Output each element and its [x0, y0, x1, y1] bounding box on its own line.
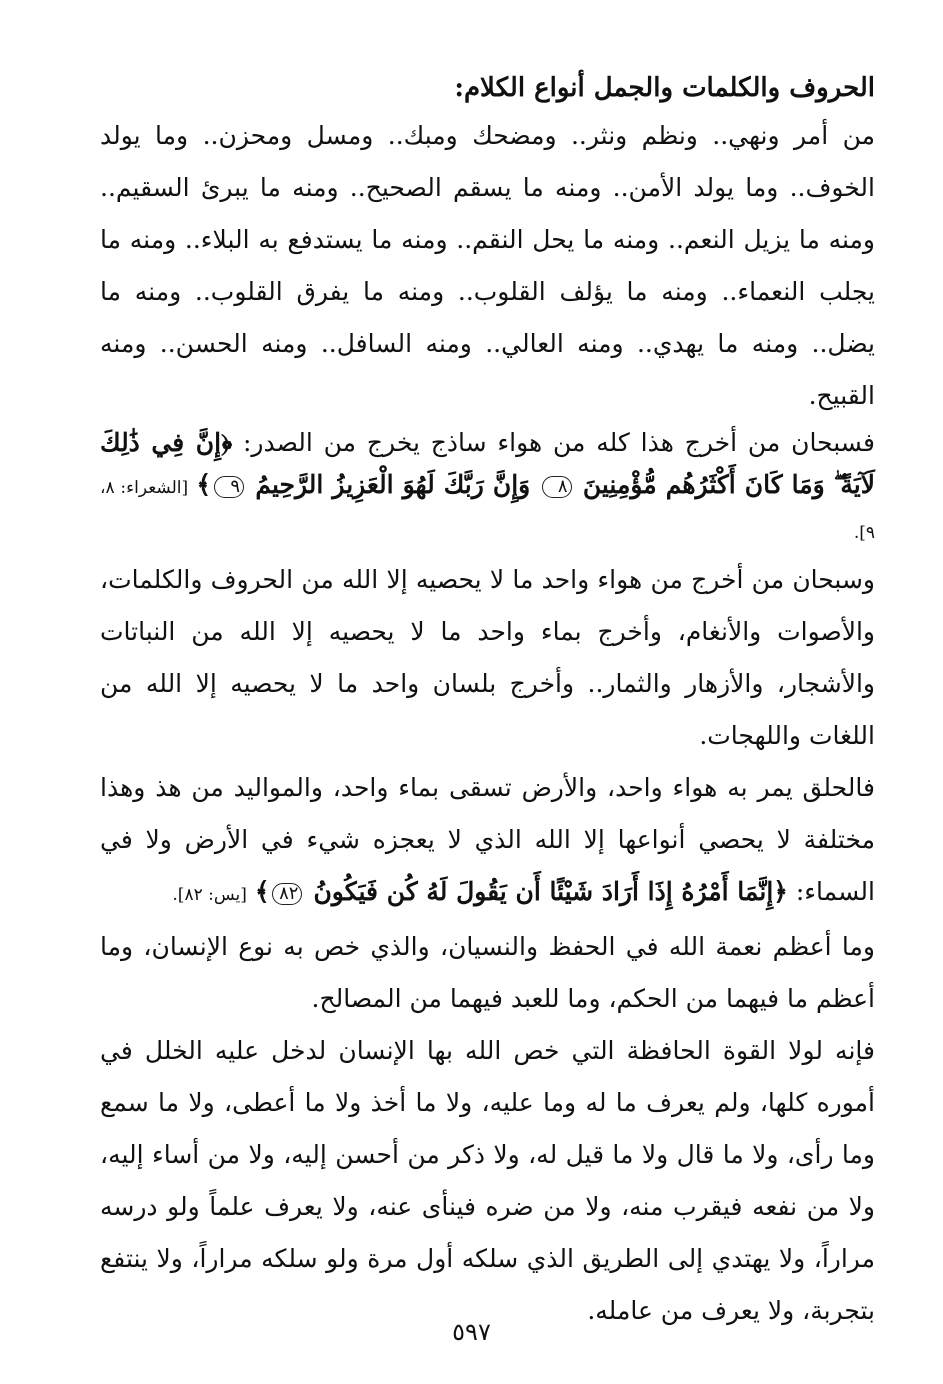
paragraph-kinds-of-speech: من أمر ونهي.. ونظم ونثر.. ومضحك ومبك.. ومسل ومحزن.. وما يولد الخوف.. وما يولد الأمن.. ومنه ما يسقم الصحيح.. ومنه ما يبرئ السقيم.. ومنه ما يزيل النعم.. ومنه ما يحل النقم.. ومنه ما يستدفع به البلاء.. ومنه ما يجلب النعماء.. ومنه ما يؤلف القلوب.. ومنه ما يفرق القلوب.. ومنه ما يضل.. ومنه ما يهدي.. ومنه العالي.. ومنه السافل.. ومنه الحسن.. ومنه القبيح.	[100, 121, 875, 410]
verse-reference: [الشعراء: ٨، ٩].	[100, 478, 875, 543]
paragraph-quran-shuara	[100, 422, 875, 554]
paragraph-memory-faculty: فإنه لولا القوة الحافظة التي خص الله بها الإنسان لدخل عليه الخلل في أموره كلها، ولم يعرف ما له وما عليه، ولا ما أخذ ولا ما أعطى، ولا ما سمع وما رأى، ولا ما قال ولا ما قيل له، ولا ذكر من أحسن إليه، ولا من أساء إليه، ولا من نفعه فيقرب منه، ولا من ضره فينأى عنه، ولا يعرف علماً ولو درسه مراراً، ولا يهتدي إلى الطريق الذي سلكه أول مرة ولو سلكه مراراً، ولا ينتفع بتجربة، ولا يعرف من عامله.	[100, 1036, 875, 1325]
quran-open-bracket: ﴿	[221, 428, 233, 457]
paragraph-intro-text: فسبحان من أخرج هذا كله من هواء ساذج يخرج من الصدر:	[242, 428, 875, 457]
quran-verse-8: إِنَّ فِي ذَٰلِكَ لَآيَةً ۖ وَمَا كَانَ أَكْثَرُهُم مُّؤْمِنِينَ	[100, 428, 876, 499]
quran-close-bracket: ﴾	[254, 877, 270, 906]
paragraph-throat-earth	[100, 762, 875, 921]
quran-open-bracket: ﴿	[773, 877, 788, 906]
section-heading: الحروف والكلمات والجمل أنواع الكلام:	[454, 73, 875, 103]
paragraph-memory-forgetting: وما أعظم نعمة الله في الحفظ والنسيان، والذي خص به نوع الإنسان، وما أعظم ما فيهما من الحكم، وما للعبد فيهما من المصالح.	[100, 932, 875, 1013]
verse-reference: [يس: ٨٢].	[172, 885, 247, 905]
ayah-number-82: ٨٢	[272, 883, 302, 905]
page-number: ٥٩٧	[452, 1318, 491, 1346]
quran-verse-9: وَإِنَّ رَبَّكَ لَهُوَ الْعَزِيزُ الرَّحِيمُ	[255, 470, 531, 499]
ayah-number-8: ٨	[542, 476, 572, 498]
quran-close-bracket: ﴾	[196, 470, 212, 499]
paragraph-main-text: فالحلق يمر به هواء واحد، والأرض تسقى بماء واحد، والمواليد من هذ وهذا مختلفة لا يحصي أنواعها إلا الله الذي لا يعجزه شيء في الأرض ولا في السماء:	[100, 773, 875, 906]
paragraph-glory-creation: وسبحان من أخرج من هواء واحد ما لا يحصيه إلا الله من الحروف والكلمات، والأصوات والأنغام، وأخرج بماء واحد ما لا يحصيه إلا الله من النباتات والأشجار، والأزهار والثمار.. وأخرج بلسان واحد ما لا يحصيه إلا الله من اللغات واللهجات.	[100, 565, 875, 750]
quran-verse-82: إِنَّمَا أَمْرُهُ إِذَا أَرَادَ شَيْئًا أَن يَقُولَ لَهُ كُن فَيَكُونُ	[313, 877, 774, 906]
page-body	[100, 66, 875, 1337]
ayah-number-9: ٩	[214, 476, 244, 498]
